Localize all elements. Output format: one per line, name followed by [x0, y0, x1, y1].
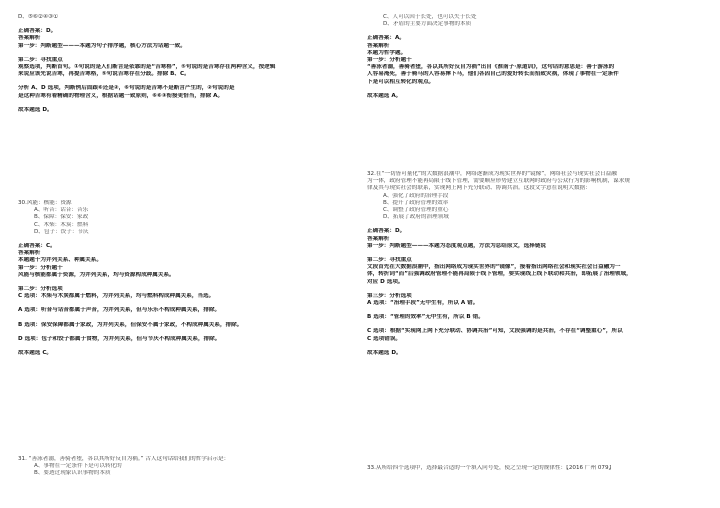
right-block-33	[367, 465, 707, 472]
text-line: 31. “善泳者溺，善骑者堕，各以其所好反自为祸。” 古人这句话给我们的哲学启示是：	[18, 456, 230, 462]
text-line: 律及其与现实社会的联系，实现网上网下充分联动、协调共治。这段文字意在说明大数据：	[367, 185, 591, 192]
text-line: 第一步：判断题型———本题为句子排序题，核心方法为话题一致。	[18, 42, 186, 49]
text-line: 是这种吉寒有着精确的物理含义，根据话题一致原则，⑥⑥③衔接更恰当，排除 A。	[18, 92, 224, 99]
text-line: 观察选项，判断首句。①句说的是人们断言是依靠的是“吉寒格”，⑤句说的是吉寒存在两种含义，按逻辑	[18, 64, 276, 71]
text-line: 正确答案：C。	[18, 243, 56, 250]
text-line: 文段首先在大数据浪潮中，指出网络成为现实世界的“镜像”，接着指出网络社会和现实社会日益融为一	[367, 264, 621, 271]
spacer	[18, 300, 348, 307]
text-line: A 选项：听音与话音都属于声音，为并列关系，但与乐乐不构成种属关系，排除。	[18, 307, 221, 314]
spacer	[18, 279, 348, 286]
answer-option: C、人可以因于长处，也可以失于长处	[383, 14, 477, 20]
text-line: 第二步：寻找重点	[367, 257, 412, 264]
spacer	[367, 28, 707, 35]
spacer	[367, 307, 707, 314]
text-line: 对应 D 选项。	[367, 278, 404, 285]
text-line: 体，转折词“而”后强调政府管理不能再局限于线下管理，要实现线上线下联动和共治，即拓展了治理领域，	[367, 271, 632, 278]
text-line: 本题为哲学题。	[367, 49, 407, 56]
answer-option: A、事物在一定条件下是可以转化的	[34, 463, 122, 470]
text-line: C 选项：根据“实现网上网下充分联动、协调共治”可知，文段强调的是共治，不存在“调整重心”，所以	[367, 328, 623, 335]
answer-option: B、提升了政府管理的效率	[383, 199, 449, 206]
answer-option: C、调整了政府管理的重心	[383, 207, 449, 214]
text-line: 答案解析	[18, 35, 41, 42]
spacer	[18, 343, 348, 350]
right-block-32	[367, 171, 707, 357]
text-line: 第一步：分析题干	[18, 264, 63, 271]
answer-option: D、矛盾的主要方面决定事物的本质	[383, 21, 472, 28]
text-line: 33.从所给四个选项中，选择最合适的一个填入问号处，使之呈现一定的规律性：【2016 广州 079】	[367, 465, 615, 471]
answer-option: B、保障：保安：家政	[34, 214, 89, 221]
answer-option: B、要透过现象认识事物的本质	[34, 470, 111, 477]
text-line: 风能与核能都属于资源，为并列关系，均与资源构成种属关系。	[18, 271, 175, 278]
answer-option: C、木柴：木炭：燃料	[34, 221, 89, 228]
text-line: 人容易淹死，善于骑马的人容易摔下马，他们各因自己的爱好转长而招致灾祸，体现了事物在一定条件	[367, 71, 619, 78]
text-line: A 选项：“治理手段”无中生有，所以 A 错。	[367, 300, 479, 307]
spacer	[367, 250, 707, 257]
text-line: 第二步：分析选项	[18, 286, 63, 293]
text-line: 第一步：分析题干	[367, 57, 412, 64]
answer-option: A、强化了政府的治理手段	[383, 192, 449, 199]
text-line: 下是可以相互转化的观点。	[367, 78, 435, 85]
text-line: 第一步：判断题型———本题为态度观点题，方法为总结原文，选择链说	[367, 242, 547, 249]
text-line: 第二步：寻找重点	[18, 56, 63, 63]
right-block-31-cont	[367, 14, 707, 100]
spacer	[18, 50, 348, 57]
answer-option: A、听音：话音：音乐	[34, 207, 89, 214]
text-line: 第三步：分析选项	[367, 292, 412, 299]
spacer	[367, 343, 707, 350]
answer-option: D、拓展了政府的治理领域	[383, 214, 449, 221]
text-line: 故本题选 D。	[367, 349, 402, 356]
spacer	[18, 315, 348, 322]
spacer	[367, 286, 707, 293]
text-line: 故本题选 A。	[367, 92, 402, 99]
text-line: 32.在“一切皆可量化”的大数据浪潮中，网络逐渐成为现实世界的“镜像”，网络社会与现实社会日益融	[367, 171, 617, 177]
spacer	[18, 78, 348, 85]
text-line: 答案解析	[367, 42, 390, 49]
text-line: 30.风能：核能：资源	[18, 200, 72, 206]
spacer	[18, 236, 348, 243]
left-block-30	[18, 200, 348, 357]
text-line: C 选项错误。	[367, 335, 402, 342]
spacer	[367, 221, 707, 228]
spacer	[367, 86, 707, 93]
text-line: 来说应该先说吉寒，再提吉寒格，⑤句说吉寒存在分歧。排除 B、C。	[18, 71, 190, 78]
text-line: 分析 A、D 选项，判断例后面跟⑥还是②，⑥句说的是吉寒不是断言产生的，②句说的是	[18, 85, 235, 92]
answer-option: D、包子：饺子：节庆	[34, 228, 89, 235]
spacer	[18, 100, 348, 107]
text-line: “善泳者溺，善骑者堕，各以其所好反自为祸”出自《淮南子·原道训》，这句话的意思是：善于游泳的	[367, 64, 615, 71]
text-line: 正确答案：A。	[367, 35, 405, 42]
text-line: B 选项：保安保障都属于家政，为并列关系，但保安不属于家政，不构成种属关系，排除。	[18, 321, 243, 328]
text-line: 为一体，政府管理不能再局限于线下管理，需要顺应形势建立互联网时政府与公众行为的影响机制，谋求规	[367, 178, 630, 185]
text-line: 正确答案：D。	[367, 228, 406, 235]
text-line: D 选项：包子和饺子都属于食物，为并列关系，但与节庆不构成种属关系，排除。	[18, 335, 221, 342]
text-line: 故本题选 D。	[18, 106, 53, 113]
left-block-29	[18, 14, 348, 114]
text-line: 答案解析	[367, 235, 390, 242]
text-line: 答案解析	[18, 250, 41, 257]
text-line: 正确答案：D。	[18, 28, 57, 35]
text-line: D、⑤⑥②④③①	[18, 14, 58, 20]
spacer	[18, 329, 348, 336]
text-line: 故本题选 C。	[18, 350, 53, 357]
left-block-31	[18, 456, 348, 478]
text-line: C 选项：木柴与木炭都属于燃料，为并列关系，均与燃料构成种属关系，当选。	[18, 293, 215, 300]
text-line: B 选项：“管理的效率”无中生有，所以 B 错。	[367, 314, 484, 321]
spacer	[367, 321, 707, 328]
text-line: 本题题干为并列关系、种属关系。	[18, 257, 102, 264]
spacer	[18, 21, 348, 28]
